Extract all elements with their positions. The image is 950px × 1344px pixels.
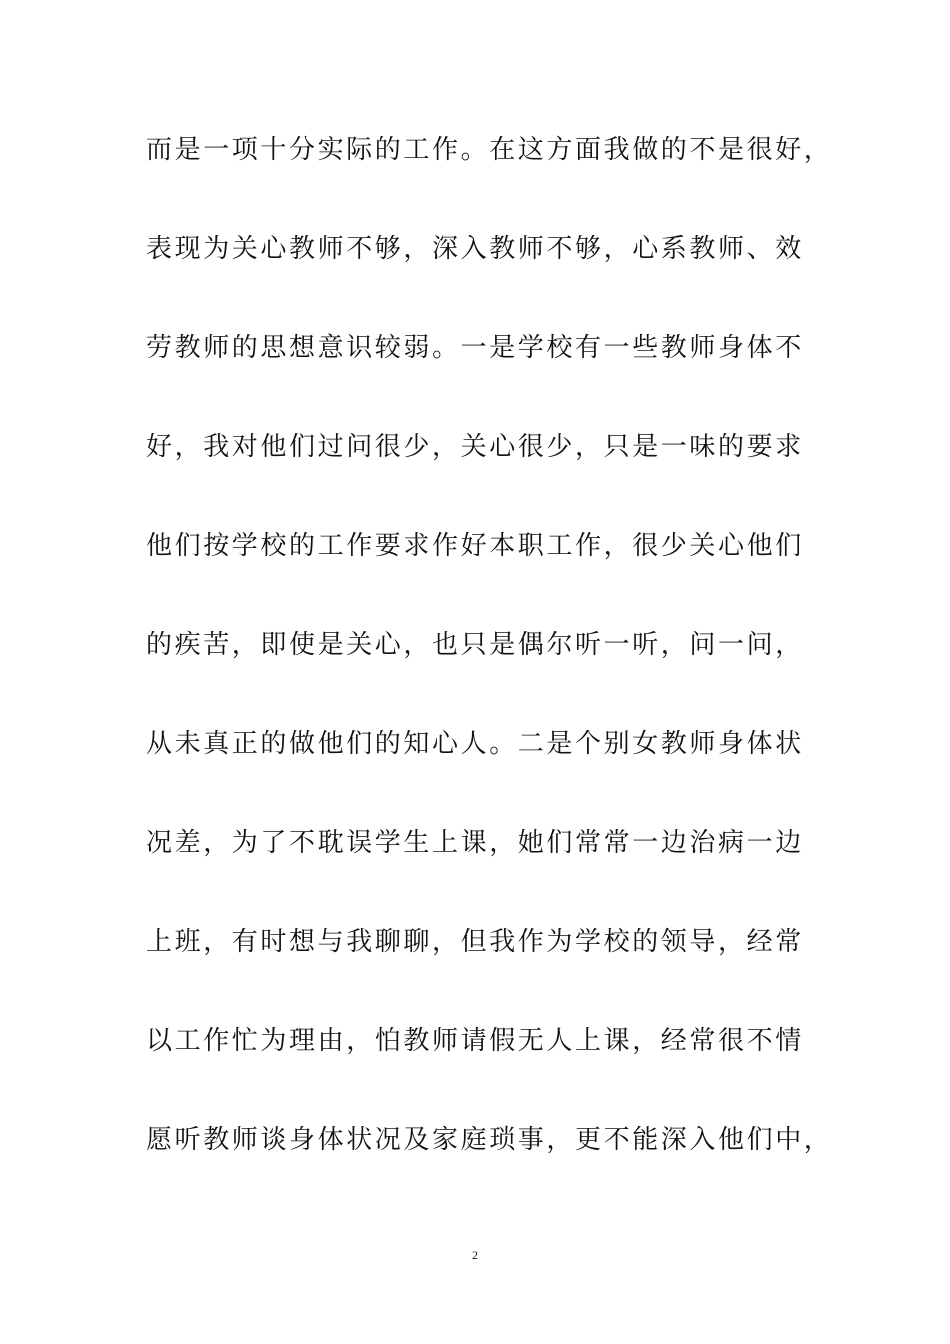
text-line-9: 上班，有时想与我聊聊，但我作为学校的领导，经常 <box>146 927 804 957</box>
text-line-3: 劳教师的思想意识较弱。一是学校有一些教师身体不 <box>146 333 804 363</box>
page-number: 2 <box>472 1248 478 1262</box>
text-line-8: 况差，为了不耽误学生上课，她们常常一边治病一边 <box>146 828 804 858</box>
text-line-11: 愿听教师谈身体状况及家庭琐事，更不能深入他们中， <box>146 1125 833 1155</box>
text-line-2: 表现为关心教师不够，深入教师不够，心系教师、效 <box>146 234 804 264</box>
text-line-10: 以工作忙为理由，怕教师请假无人上课，经常很不情 <box>146 1026 804 1056</box>
text-line-6: 的疾苦，即使是关心，也只是偶尔听一听，问一问， <box>146 630 804 660</box>
text-line-1: 而是一项十分实际的工作。在这方面我做的不是很好， <box>146 135 833 165</box>
body-text <box>146 124 833 1213</box>
text-line-7: 从未真正的做他们的知心人。二是个别女教师身体状 <box>146 729 804 759</box>
text-line-4: 好，我对他们过问很少，关心很少，只是一味的要求 <box>146 432 804 462</box>
text-line-5: 他们按学校的工作要求作好本职工作，很少关心他们 <box>146 531 804 561</box>
